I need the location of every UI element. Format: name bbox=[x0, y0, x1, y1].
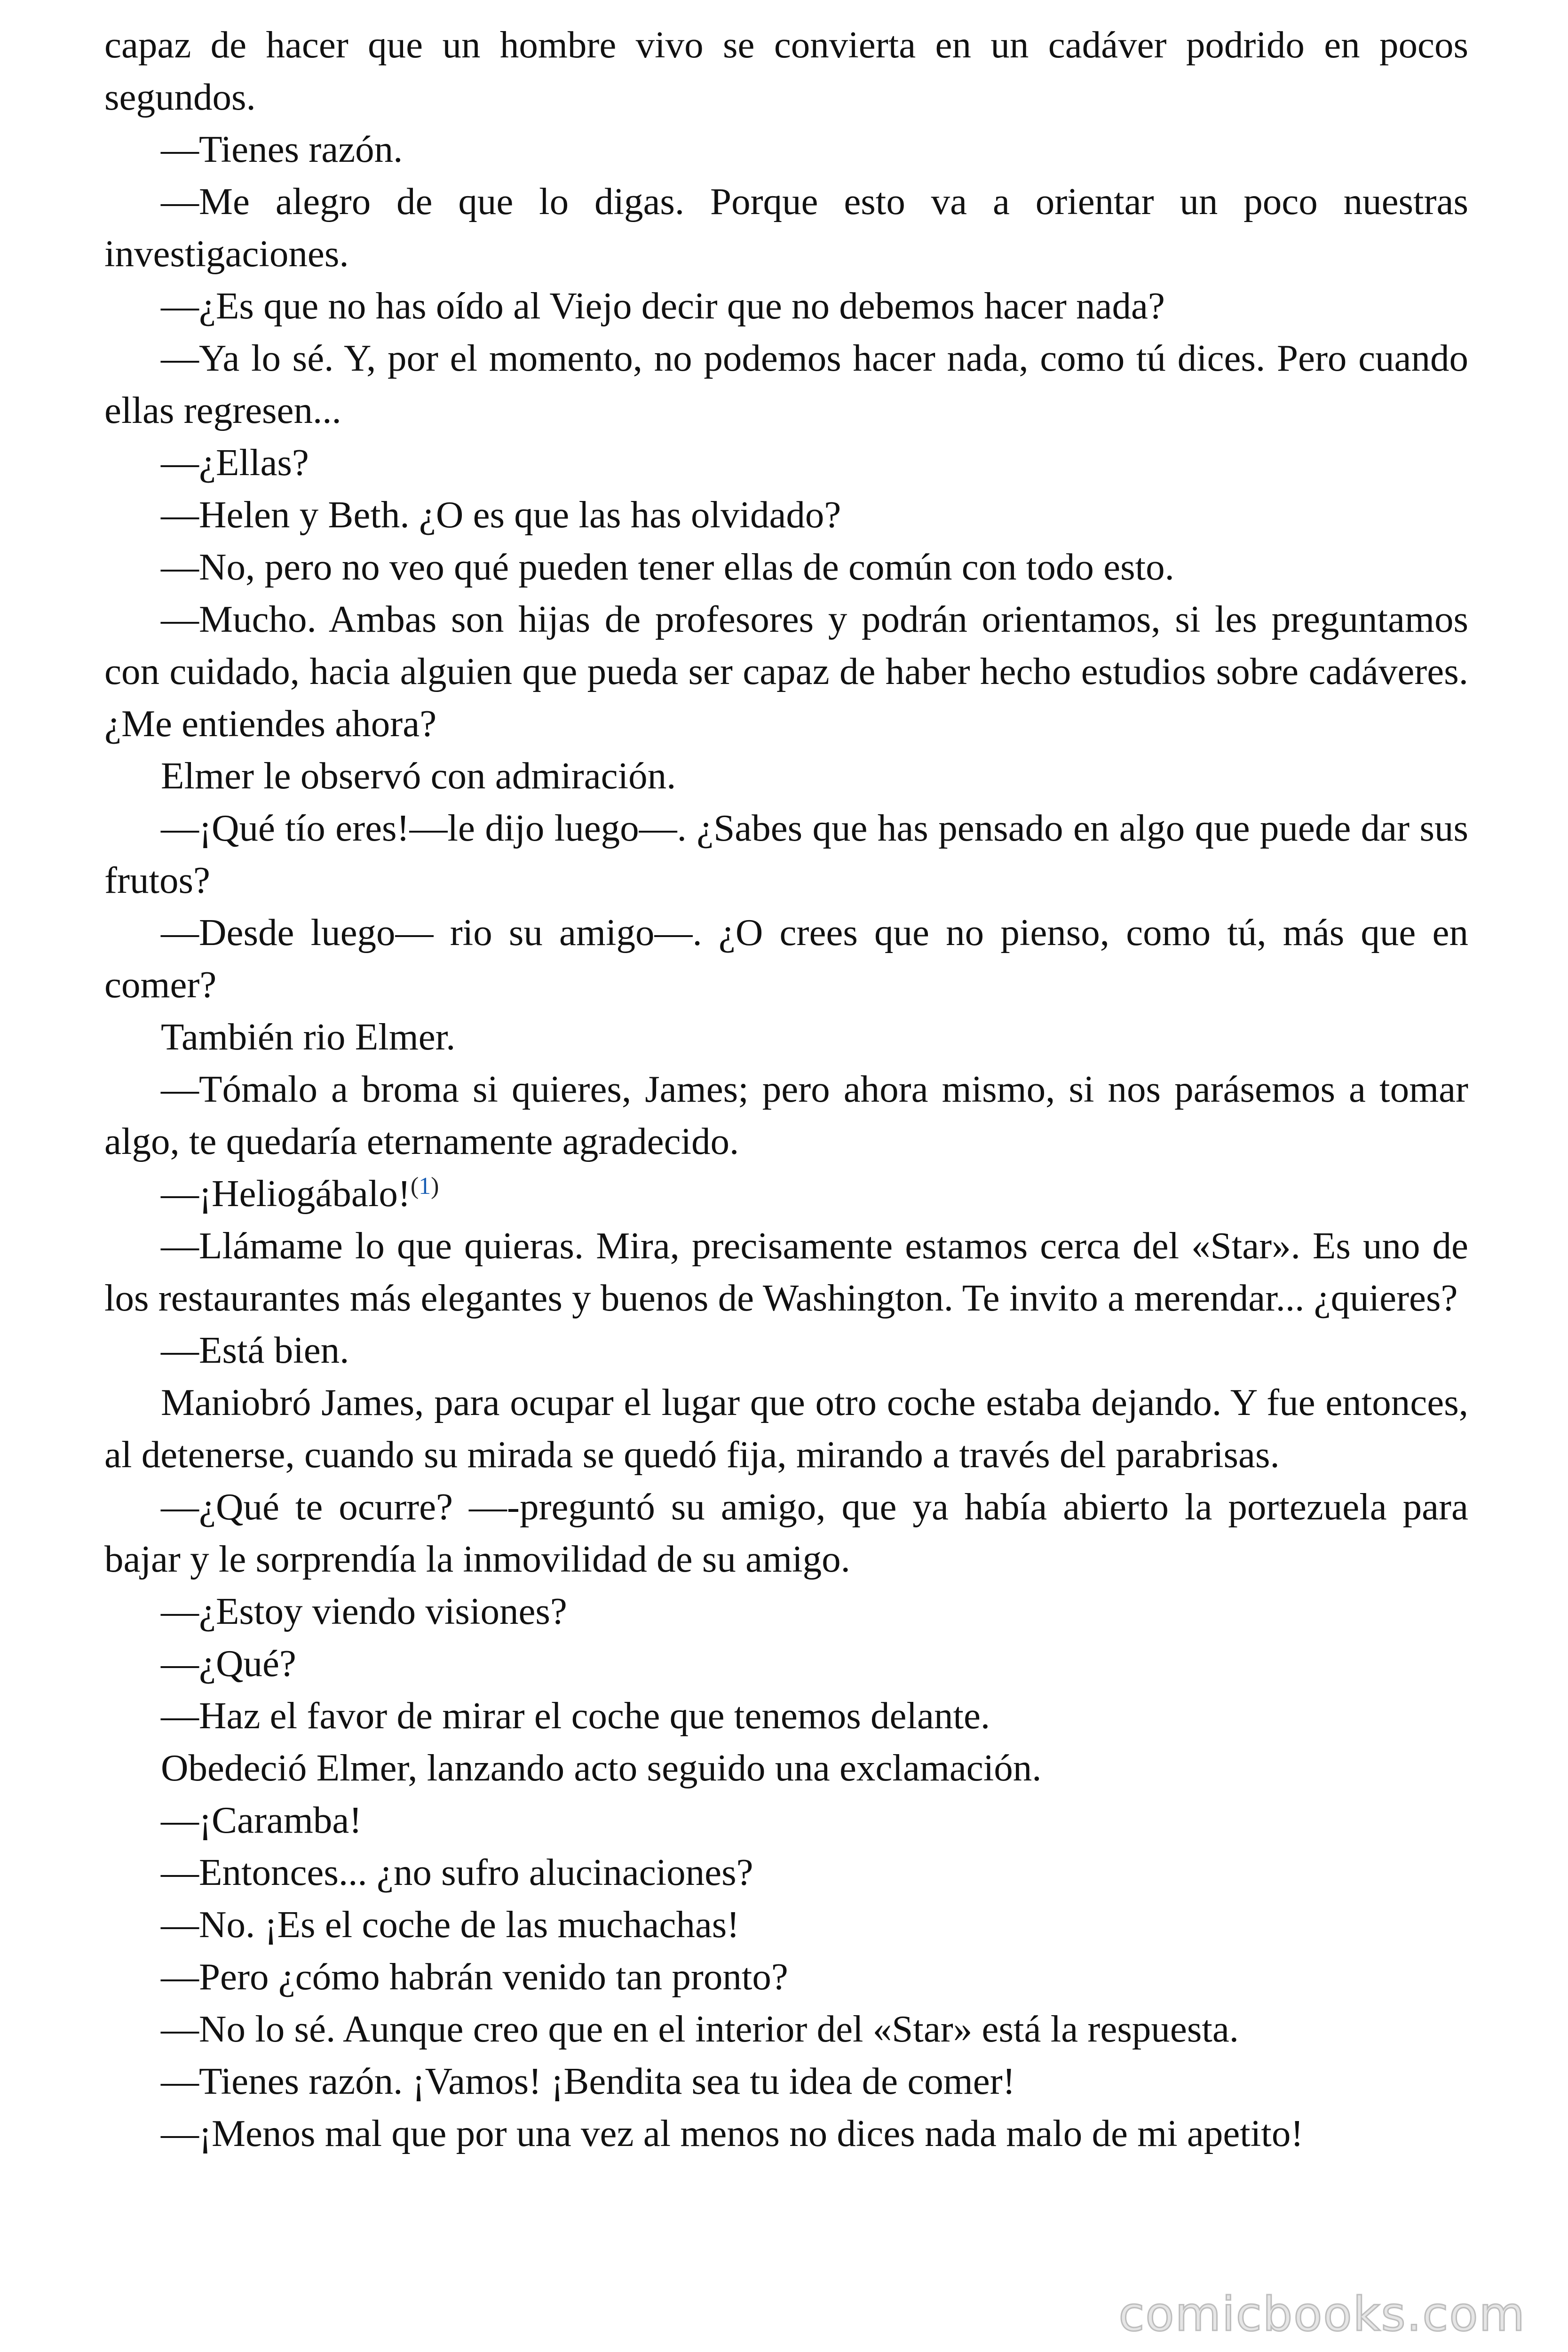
footnote-open: ( bbox=[410, 1173, 419, 1200]
paragraph: —¡Menos mal que por una vez al menos no dices nada malo de mi apetito! bbox=[161, 2112, 1304, 2154]
book-page bbox=[104, 19, 1468, 2160]
footnote-link[interactable]: 1 bbox=[419, 1173, 431, 1200]
footnote-reference bbox=[411, 1173, 439, 1200]
paragraph: También rio Elmer. bbox=[161, 1016, 456, 1058]
watermark: comicbooks.com bbox=[1118, 2287, 1526, 2342]
footnote-close: ) bbox=[431, 1173, 439, 1200]
paragraph-with-footnote bbox=[104, 1168, 1468, 1220]
paragraph: —¡Qué tío eres!—le dijo luego—. ¿Sabes que has pensado en algo que puede dar sus frutos? bbox=[104, 807, 1468, 901]
paragraph: —Helen y Beth. ¿O es que las has olvidado? bbox=[161, 493, 841, 536]
paragraph: —Desde luego— rio su amigo—. ¿O crees que no pienso, como tú, más que en comer? bbox=[104, 911, 1468, 1006]
paragraph: —No, pero no veo qué pueden tener ellas de común con todo esto. bbox=[161, 546, 1174, 588]
paragraph: —¿Qué te ocurre? —-preguntó su amigo, que ya había abierto la portezuela para bajar y le sorprendía la inmovilidad de su amigo. bbox=[104, 1486, 1468, 1580]
paragraph: —Ya lo sé. Y, por el momento, no podemos hacer nada, como tú dices. Pero cuando ellas regresen... bbox=[104, 337, 1468, 431]
paragraph: —¿Es que no has oído al Viejo decir que no debemos hacer nada? bbox=[161, 285, 1165, 327]
paragraph: —¿Qué? bbox=[161, 1642, 296, 1685]
paragraph: —Tómalo a broma si quieres, James; pero ahora mismo, si nos parásemos a tomar algo, te quedaría eternamente agradecido. bbox=[104, 1068, 1468, 1162]
paragraph: —Haz el favor de mirar el coche que tenemos delante. bbox=[161, 1694, 990, 1737]
paragraph: Maniobró James, para ocupar el lugar que otro coche estaba dejando. Y fue entonces, al detenerse, cuando su mirada se quedó fija, mirando a través del parabrisas. bbox=[104, 1381, 1468, 1476]
paragraph: —Mucho. Ambas son hijas de profesores y podrán orientamos, si les preguntamos con cuidado, hacia alguien que pueda ser capaz de haber hecho estudios sobre cadáveres. ¿Me entiendes ahora? bbox=[104, 598, 1468, 745]
paragraph: —¡Caramba! bbox=[161, 1799, 362, 1841]
paragraph-text: —¡Heliogábalo! bbox=[161, 1172, 411, 1215]
paragraph: —No lo sé. Aunque creo que en el interior del «Star» está la respuesta. bbox=[161, 2008, 1239, 2050]
paragraph: Obedeció Elmer, lanzando acto seguido una exclamación. bbox=[161, 1747, 1042, 1789]
paragraph: —¿Estoy viendo visiones? bbox=[161, 1590, 567, 1632]
paragraph: —Tienes razón. bbox=[161, 128, 403, 170]
paragraph: —¿Ellas? bbox=[161, 441, 309, 484]
paragraph: Elmer le observó con admiración. bbox=[161, 755, 676, 797]
paragraph: —Llámame lo que quieras. Mira, precisamente estamos cerca del «Star». Es uno de los restaurantes más elegantes y buenos de Washington. Te invito a merendar... ¿quieres? bbox=[104, 1224, 1468, 1319]
paragraph: —Pero ¿cómo habrán venido tan pronto? bbox=[161, 1955, 788, 1998]
paragraph: —Está bien. bbox=[161, 1329, 349, 1371]
paragraph: —Me alegro de que lo digas. Porque esto va a orientar un poco nuestras investigaciones. bbox=[104, 180, 1468, 275]
paragraph: —Tienes razón. ¡Vamos! ¡Bendita sea tu idea de comer! bbox=[161, 2060, 1015, 2102]
paragraph: —Entonces... ¿no sufro alucinaciones? bbox=[161, 1851, 753, 1893]
paragraph: —No. ¡Es el coche de las muchachas! bbox=[161, 1903, 740, 1946]
paragraph: capaz de hacer que un hombre vivo se convierta en un cadáver podrido en pocos segundos. bbox=[104, 24, 1468, 118]
